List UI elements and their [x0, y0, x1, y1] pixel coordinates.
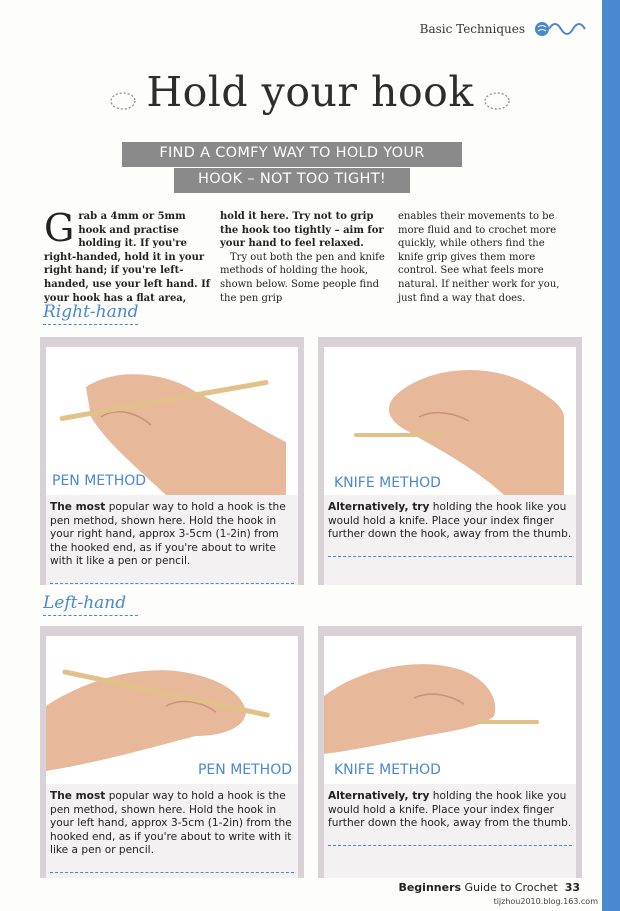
- page-edge-bleed: [602, 0, 620, 911]
- card-description: [46, 784, 298, 866]
- card-description: [324, 495, 576, 550]
- desc-text: popular way to hold a hook is the pen method, shown here. Hold the hook in your left hand, approx 3-5cm (1-2in) from the hooked end, as if you're about to write with it like a pen or pencil.: [50, 790, 292, 856]
- page-title: Hold your hook: [146, 68, 474, 116]
- card-left-knife: [318, 626, 582, 878]
- method-label: KNIFE METHOD: [334, 762, 441, 778]
- photo-left-pen: [46, 636, 298, 784]
- intro-column-3: enables their movements to be more fluid and to crochet more quickly, while others find the knife grip gives them more control. See what feels more natural. If neither work for you, just find a way that does.: [398, 211, 560, 304]
- desc-text: popular way to hold a hook is the pen method, shown here. Hold the hook in your right hand, approx 3-5cm (1-2in) from the hooked end, as if you're about to write with it like a pen or pencil.: [50, 501, 286, 567]
- section-left-text: Left-hand: [43, 593, 127, 613]
- intro-column-2: [220, 210, 388, 305]
- watermark: tijzhou2010.blog.163.com: [493, 897, 598, 906]
- section-label-left-hand: [43, 593, 126, 613]
- yarn-swirl-icon: [532, 16, 594, 42]
- page-footer: [398, 881, 580, 894]
- desc-text: holding the hook like you would hold a knife. Place your index finger further down the hook, away from the thumb.: [328, 501, 572, 540]
- photo-right-pen: [46, 347, 298, 495]
- divider: [328, 556, 572, 557]
- card-left-pen: [40, 626, 304, 878]
- intro-col2-text: Try out both the pen and knife methods of holding the hook, shown below. Some people find the pen grip: [220, 251, 385, 304]
- title-block: [100, 68, 520, 128]
- drop-cap: G: [44, 206, 75, 250]
- method-label: PEN METHOD: [52, 473, 147, 489]
- desc-text: holding the hook like you would hold a knife. Place your index finger further down the hook, away from the thumb.: [328, 790, 572, 829]
- section-header: Basic Techniques: [419, 22, 525, 36]
- desc-lead: Alternatively, try: [328, 501, 430, 513]
- desc-lead: Alternatively, try: [328, 790, 430, 802]
- method-label: PEN METHOD: [197, 762, 292, 778]
- method-label: KNIFE METHOD: [334, 475, 441, 491]
- desc-lead: The most: [50, 790, 106, 802]
- desc-lead: The most: [50, 501, 106, 513]
- page-number: 33: [564, 881, 580, 894]
- photo-right-knife: [324, 347, 576, 495]
- card-right-knife: [318, 337, 582, 585]
- subtitle-line-1: FIND A COMFY WAY TO HOLD YOUR: [159, 145, 425, 161]
- dotted-flourish-right-icon: [482, 90, 512, 112]
- intro-column-1: [44, 206, 214, 305]
- footer-brand: Beginners: [398, 881, 462, 894]
- card-right-pen: [40, 337, 304, 585]
- intro-col1-text: rab a 4mm or 5mm hook and practise holding it. If you're right-handed, hold it in your right hand; if you're left-handed, use your left hand. If your hook has a flat area,: [44, 211, 211, 304]
- divider: [50, 872, 294, 873]
- card-description: [324, 784, 576, 839]
- section-label-right-hand: [43, 302, 139, 322]
- divider: [50, 583, 294, 584]
- subtitle-banner: [122, 142, 462, 194]
- divider: [328, 845, 572, 846]
- intro-col2-bold: hold it here. Try not to grip the hook too tightly – aim for your hand to feel relaxed.: [220, 211, 384, 250]
- photo-left-knife: [324, 636, 576, 784]
- section-right-text: Right-hand: [43, 302, 139, 322]
- card-description: [46, 495, 298, 577]
- footer-title: Guide to Crochet: [461, 881, 558, 894]
- subtitle-line-2: HOOK – NOT TOO TIGHT!: [198, 171, 386, 187]
